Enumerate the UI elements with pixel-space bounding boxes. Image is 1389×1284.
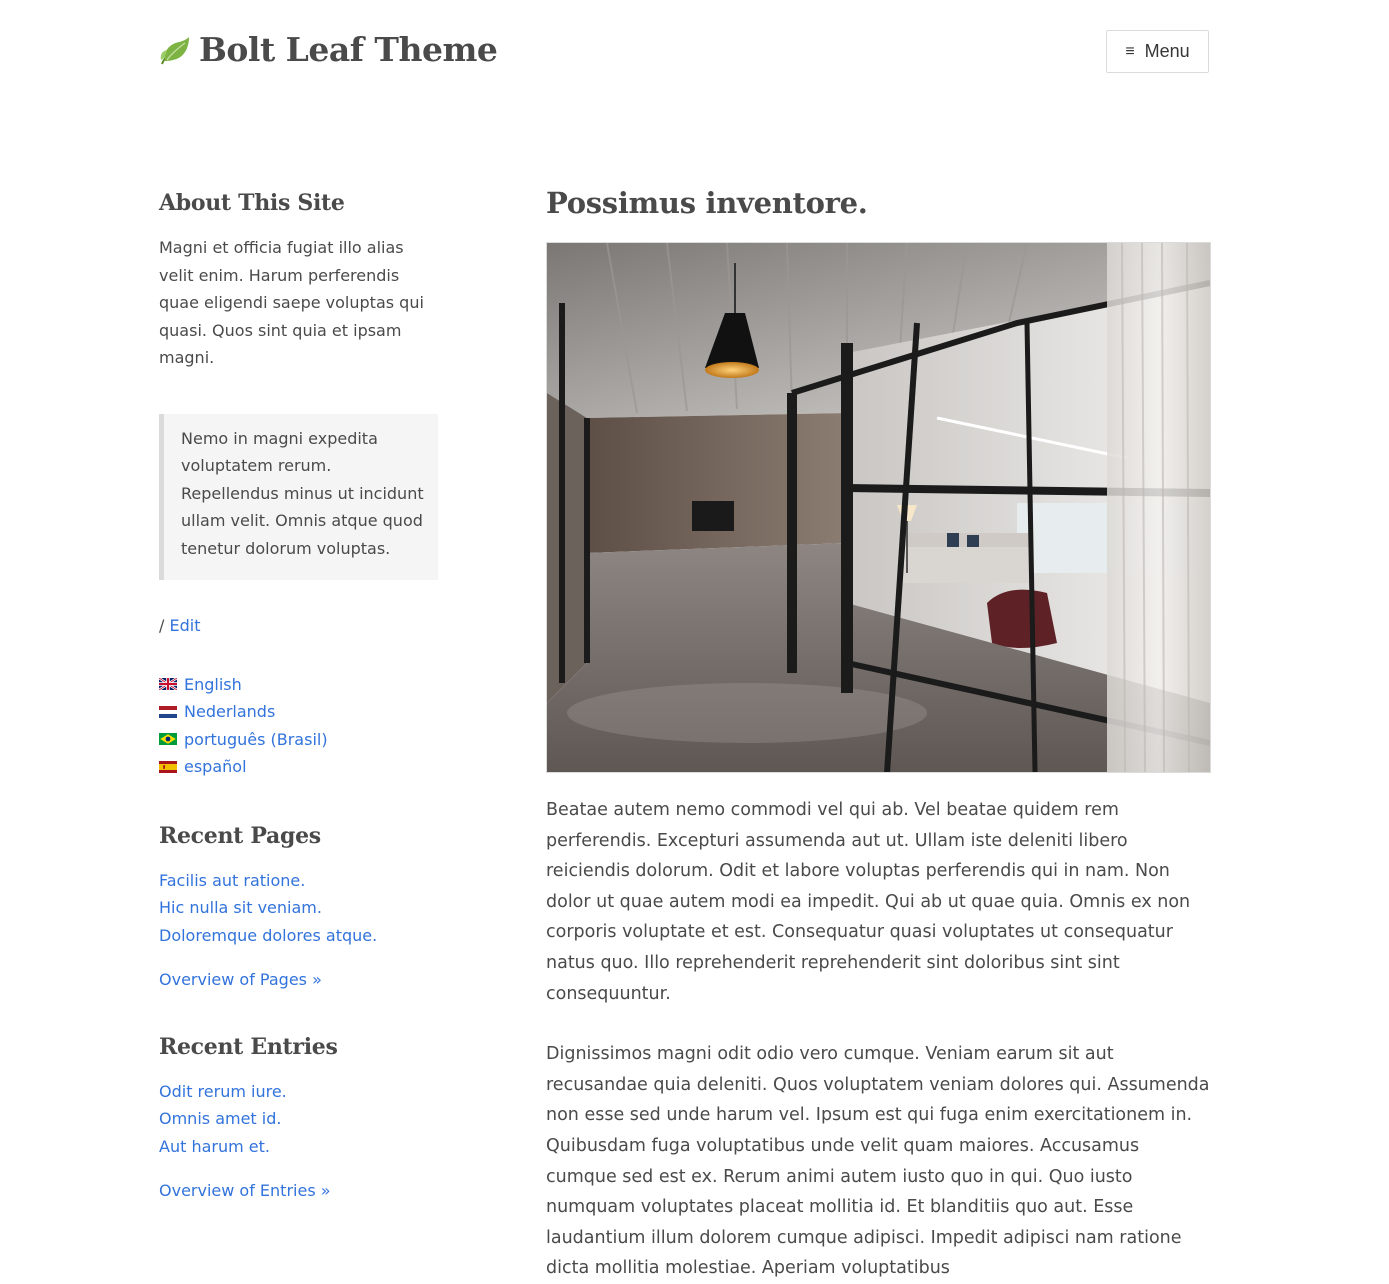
list-item <box>159 894 449 922</box>
overview-entries-link[interactable]: Overview of Entries » <box>159 1181 331 1200</box>
recent-entries-title: Recent Entries <box>159 1033 338 1060</box>
sidebar <box>159 190 449 1205</box>
edit-line <box>159 612 449 640</box>
language-link[interactable]: English <box>184 674 242 694</box>
entries-overview <box>159 1177 449 1205</box>
language-item-english[interactable] <box>159 671 449 699</box>
es-flag-icon <box>159 761 177 773</box>
about-title: About This Site <box>159 190 345 216</box>
site-logo[interactable] <box>159 30 497 69</box>
about-widget <box>159 190 449 640</box>
hamburger-icon: ≡ <box>1125 42 1135 60</box>
list-item <box>159 922 449 950</box>
br-flag-icon <box>159 733 177 745</box>
uk-flag-icon <box>159 678 177 690</box>
recent-entry-link[interactable]: Aut harum et. <box>159 1136 270 1156</box>
language-link[interactable]: español <box>184 757 247 776</box>
recent-page-link[interactable]: Facilis aut ratione. <box>159 870 306 890</box>
list-item <box>159 1133 449 1161</box>
language-item-espanol[interactable] <box>159 753 449 781</box>
menu-button[interactable] <box>1106 30 1209 73</box>
about-quote: Nemo in magni expedita voluptatem rerum. Repellendus minus ut incidunt ullam velit. Omnis atque quod tenetur dolorum voluptas. <box>159 414 438 581</box>
entry-title: Possimus inventore. <box>546 186 868 220</box>
recent-pages-widget <box>159 823 449 994</box>
recent-entries-list <box>159 1078 449 1161</box>
about-text: Magni et officia fugiat illo alias velit enim. Harum perferendis quae eligendi saepe voluptas qui quasi. Quos sint quia et ipsam magni. <box>159 238 424 367</box>
paragraph: Beatae autem nemo commodi vel qui ab. Vel beatae quidem rem perferendis. Excepturi assumenda aut ut. Ullam iste deleniti libero reiciendis dolorum. Odit et labore voluptas perferendis qui in nam. Non dolor ut quae autem modi ea impedit. Qui ab ut quae quia. Omnis ex non corporis voluptate et est. Consequatur quasi voluptates ut consequatur natus quo. Illo reprehenderit reprehenderit sint doloribus sint sint consequuntur. <box>546 800 1191 1004</box>
pages-overview <box>159 966 449 994</box>
nl-flag-icon <box>159 706 177 718</box>
list-item <box>159 1105 449 1133</box>
language-link[interactable]: Nederlands <box>184 702 276 721</box>
recent-pages-title: Recent Pages <box>159 822 321 849</box>
site-title[interactable]: Bolt Leaf Theme <box>199 30 498 69</box>
hero-image <box>546 242 1211 773</box>
language-item-portugues[interactable] <box>159 726 449 754</box>
list-item <box>159 1078 449 1106</box>
language-link[interactable]: português (Brasil) <box>184 729 328 749</box>
overview-pages-link[interactable]: Overview of Pages » <box>159 970 322 989</box>
main-content <box>546 186 1211 1284</box>
list-item <box>159 867 449 895</box>
modern-office-interior-image <box>547 243 1210 772</box>
recent-pages-list <box>159 867 449 950</box>
leaf-icon <box>159 34 191 66</box>
recent-entries-widget <box>159 1034 449 1205</box>
edit-link[interactable]: Edit <box>169 616 201 635</box>
language-switcher <box>159 671 449 781</box>
language-item-nederlands[interactable] <box>159 698 449 726</box>
recent-page-link[interactable]: Hic nulla sit veniam. <box>159 898 322 917</box>
recent-entry-link[interactable]: Omnis amet id. <box>159 1109 282 1128</box>
edit-prefix: / <box>159 616 165 635</box>
paragraph: Dignissimos magni odit odio vero cumque. Veniam earum sit aut recusandae quia deleniti. Quos voluptatem veniam dolores qui. Assumenda non esse sed unde harum vel. Ipsum est qui fuga enim exercitationem in. Quibusdam fuga voluptatibus unde velit quam maiores. Accusamus cumque sed est ex. Rerum animi autem iusto quo in qui. Quo iusto numquam voluptates placeat mollitia id. Et blanditiis quo aut. Esse laudantium illum dolorem cumque adipisci. Impedit adipisci nam ratione dicta mollitia molestiae. Aperiam voluptatibus <box>546 1044 1210 1279</box>
recent-page-link[interactable]: Doloremque dolores atque. <box>159 925 378 945</box>
menu-label: Menu <box>1144 41 1190 61</box>
recent-entry-link[interactable]: Odit rerum iure. <box>159 1081 287 1101</box>
